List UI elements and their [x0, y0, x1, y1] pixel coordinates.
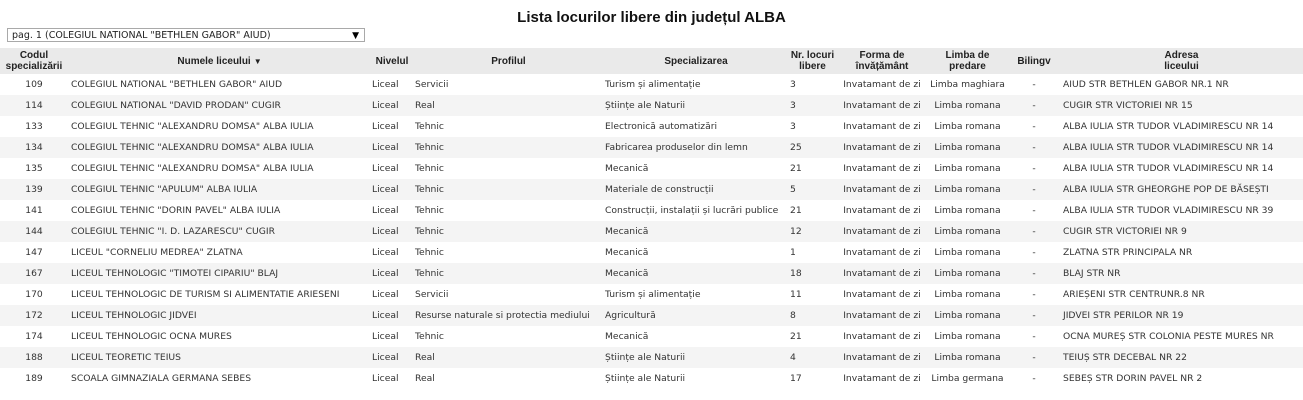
cell-adresa: AIUD STR BETHLEN GABOR NR.1 NR [1063, 79, 1229, 90]
cell-code: 133 [25, 121, 43, 132]
cell-nivel: Liceal [372, 79, 399, 90]
cell-adresa: ALBA IULIA STR GHEORGHE POP DE BĂSEȘTI [1060, 179, 1303, 200]
cell-limba: Limba romana [934, 205, 1001, 216]
page-select-dropdown[interactable] [7, 28, 365, 42]
cell-nr-locuri: 21 [790, 163, 802, 174]
cell-school-name: COLEGIUL NATIONAL "DAVID PRODAN" CUGIR [68, 95, 371, 116]
cell-specializare: Științe ale Naturii [604, 95, 788, 116]
cell-adresa: ARIEȘENI STR CENTRUNR.8 NR [1063, 289, 1205, 300]
cell-nivel: Liceal [371, 263, 413, 284]
cell-school-name: COLEGIUL TEHNIC "APULUM" ALBA IULIA [68, 179, 371, 200]
cell-profil: Real [413, 347, 604, 368]
cell-profil: Servicii [415, 289, 449, 300]
cell-bilingv: - [1032, 247, 1036, 258]
cell-specializare: Turism și alimentație [605, 79, 701, 90]
cell-nivel: Liceal [372, 205, 399, 216]
cell-bilingv: - [1032, 373, 1036, 384]
table-row [0, 284, 1303, 305]
cell-profil: Tehnic [415, 121, 444, 132]
cell-adresa: TEIUȘ STR DECEBAL NR 22 [1060, 347, 1303, 368]
cell-forma: Invatamant de zi [843, 247, 921, 258]
cell-school-name: LICEUL TEHNOLOGIC JIDVEI [68, 305, 371, 326]
cell-profil: Tehnic [415, 331, 444, 342]
header-nr[interactable]: Nr. locuri libere [788, 48, 837, 74]
cell-nivel: Liceal [371, 305, 413, 326]
cell-school-name: SCOALA GIMNAZIALA GERMANA SEBES [71, 373, 252, 384]
cell-code: 172 [0, 305, 68, 326]
cell-code: 109 [25, 79, 43, 90]
cell-school-name: COLEGIUL NATIONAL "BETHLEN GABOR" AIUD [71, 79, 283, 90]
cell-limba: Limba romana [927, 137, 1008, 158]
cell-specializare: Electronică automatizări [605, 121, 718, 132]
cell-nivel: Liceal [371, 137, 413, 158]
cell-specializare: Științe ale Naturii [605, 373, 686, 384]
header-limba[interactable]: Limba de predare [927, 48, 1008, 74]
cell-bilingv: - [1008, 221, 1060, 242]
header-nivel[interactable]: Nivelul [371, 48, 413, 74]
cell-nr-locuri: 17 [790, 373, 802, 384]
cell-forma: Invatamant de zi [843, 205, 921, 216]
cell-nivel: Liceal [372, 247, 399, 258]
cell-limba: Limba romana [927, 221, 1008, 242]
cell-adresa: SEBEȘ STR DORIN PAVEL NR 2 [1063, 373, 1203, 384]
cell-adresa: ALBA IULIA STR TUDOR VLADIMIRESCU NR 14 [1063, 163, 1274, 174]
cell-adresa: ZLATNA STR PRINCIPALA NR [1063, 247, 1193, 258]
cell-limba: Limba maghiara [930, 79, 1005, 90]
sort-down-icon: ▼ [253, 56, 262, 66]
cell-forma: Invatamant de zi [837, 263, 927, 284]
table-row [0, 263, 1303, 284]
cell-limba: Limba romana [934, 247, 1001, 258]
cell-adresa: JIDVEI STR PERILOR NR 19 [1060, 305, 1303, 326]
cell-school-name: COLEGIUL TEHNIC "ALEXANDRU DOMSA" ALBA IULIA [68, 137, 371, 158]
cell-bilingv: - [1032, 205, 1036, 216]
cell-bilingv: - [1008, 95, 1060, 116]
cell-limba: Limba romana [927, 95, 1008, 116]
cell-adresa: ALBA IULIA STR TUDOR VLADIMIRESCU NR 14 [1060, 137, 1303, 158]
header-forma[interactable]: Forma de învățământ [837, 48, 927, 74]
cell-school-name: COLEGIUL TEHNIC "ALEXANDRU DOMSA" ALBA IULIA [71, 163, 314, 174]
cell-nr-locuri: 25 [788, 137, 837, 158]
table-row [0, 200, 1303, 221]
table-row [0, 242, 1303, 263]
cell-limba: Limba romana [934, 163, 1001, 174]
cell-code: 134 [0, 137, 68, 158]
cell-specializare: Mecanică [605, 247, 649, 258]
table-row [0, 179, 1303, 200]
table-row [0, 116, 1303, 137]
cell-profil: Tehnic [415, 163, 444, 174]
cell-nivel: Liceal [371, 221, 413, 242]
cell-forma: Invatamant de zi [843, 121, 921, 132]
cell-school-name: LICEUL "CORNELIU MEDREA" ZLATNA [71, 247, 243, 258]
cell-adresa: OCNA MUREȘ STR COLONIA PESTE MURES NR [1063, 331, 1274, 342]
cell-profil: Real [415, 373, 435, 384]
cell-specializare: Mecanică [604, 263, 788, 284]
cell-forma: Invatamant de zi [837, 305, 927, 326]
cell-limba: Limba romana [927, 305, 1008, 326]
cell-nivel: Liceal [371, 95, 413, 116]
header-adresa[interactable]: Adresa liceului [1060, 48, 1303, 74]
cell-nr-locuri: 3 [790, 79, 796, 90]
cell-code: 141 [25, 205, 43, 216]
header-profil[interactable]: Profilul [413, 48, 604, 74]
cell-code: 139 [0, 179, 68, 200]
cell-profil: Tehnic [413, 179, 604, 200]
table-row [0, 158, 1303, 179]
cell-forma: Invatamant de zi [843, 289, 921, 300]
cell-nr-locuri: 21 [790, 331, 802, 342]
cell-nivel: Liceal [372, 331, 399, 342]
cell-profil: Tehnic [413, 263, 604, 284]
cell-bilingv: - [1008, 305, 1060, 326]
cell-bilingv: - [1008, 263, 1060, 284]
cell-code: 167 [0, 263, 68, 284]
table-row [0, 347, 1303, 368]
cell-forma: Invatamant de zi [843, 373, 921, 384]
cell-bilingv: - [1032, 121, 1036, 132]
table-row [0, 137, 1303, 158]
cell-nr-locuri: 12 [788, 221, 837, 242]
header-bilingv[interactable]: Bilingv [1008, 48, 1060, 74]
cell-nr-locuri: 4 [788, 347, 837, 368]
cell-school-name: LICEUL TEHNOLOGIC DE TURISM SI ALIMENTATIE ARIESENI [71, 289, 340, 300]
cell-code: 188 [0, 347, 68, 368]
cell-nivel: Liceal [372, 163, 399, 174]
header-name[interactable]: Numele liceului ▼ [68, 48, 371, 74]
cell-bilingv: - [1032, 79, 1036, 90]
cell-specializare: Agricultură [604, 305, 788, 326]
cell-code: 170 [25, 289, 43, 300]
cell-specializare: Mecanică [605, 331, 649, 342]
table-row [0, 95, 1303, 116]
cell-adresa: CUGIR STR VICTORIEI NR 9 [1060, 221, 1303, 242]
cell-bilingv: - [1032, 289, 1036, 300]
cell-code: 189 [25, 373, 43, 384]
cell-specializare: Științe ale Naturii [604, 347, 788, 368]
cell-forma: Invatamant de zi [843, 331, 921, 342]
cell-forma: Invatamant de zi [843, 163, 921, 174]
cell-forma: Invatamant de zi [837, 347, 927, 368]
cell-nr-locuri: 18 [788, 263, 837, 284]
cell-bilingv: - [1032, 163, 1036, 174]
cell-profil: Real [413, 95, 604, 116]
page-title: Lista locurilor libere din județul ALBA [517, 9, 786, 26]
cell-adresa: BLAJ STR NR [1060, 263, 1303, 284]
cell-school-name: COLEGIUL TEHNIC "ALEXANDRU DOMSA" ALBA IULIA [71, 121, 314, 132]
table-row [0, 368, 1303, 389]
cell-forma: Invatamant de zi [837, 179, 927, 200]
page-select-value: pag. 1 (COLEGIUL NATIONAL "BETHLEN GABOR" AIUD) [12, 30, 271, 41]
cell-nivel: Liceal [372, 121, 399, 132]
cell-limba: Limba germana [931, 373, 1004, 384]
cell-school-name: LICEUL TEHNOLOGIC "TIMOTEI CIPARIU" BLAJ [68, 263, 371, 284]
cell-limba: Limba romana [927, 179, 1008, 200]
cell-school-name: LICEUL TEORETIC TEIUS [68, 347, 371, 368]
cell-school-name: LICEUL TEHNOLOGIC OCNA MURES [71, 331, 232, 342]
cell-profil: Tehnic [415, 247, 444, 258]
table-row [0, 326, 1303, 347]
cell-code: 147 [25, 247, 43, 258]
cell-bilingv: - [1032, 331, 1036, 342]
cell-nivel: Liceal [371, 179, 413, 200]
cell-code: 144 [0, 221, 68, 242]
cell-code: 114 [0, 95, 68, 116]
cell-adresa: ALBA IULIA STR TUDOR VLADIMIRESCU NR 39 [1063, 205, 1274, 216]
cell-specializare: Materiale de construcții [604, 179, 788, 200]
table-row [0, 74, 1303, 95]
cell-nr-locuri: 5 [788, 179, 837, 200]
cell-bilingv: - [1008, 179, 1060, 200]
cell-school-name: COLEGIUL TEHNIC "DORIN PAVEL" ALBA IULIA [71, 205, 281, 216]
header-code[interactable]: Codul specializării [0, 48, 68, 74]
cell-profil: Resurse naturale si protectia mediului [413, 305, 604, 326]
cell-profil: Tehnic [415, 205, 444, 216]
table-header-row [0, 48, 1303, 74]
cell-specializare: Fabricarea produselor din lemn [604, 137, 788, 158]
cell-forma: Invatamant de zi [837, 221, 927, 242]
cell-bilingv: - [1008, 137, 1060, 158]
cell-adresa: ALBA IULIA STR TUDOR VLADIMIRESCU NR 14 [1063, 121, 1274, 132]
cell-specializare: Construcții, instalații și lucrări publice [605, 205, 779, 216]
cell-nr-locuri: 21 [790, 205, 802, 216]
cell-nr-locuri: 8 [788, 305, 837, 326]
table-row [0, 221, 1303, 242]
cell-profil: Tehnic [413, 221, 604, 242]
cell-nr-locuri: 3 [788, 95, 837, 116]
header-spec[interactable]: Specializarea [604, 48, 788, 74]
cell-profil: Servicii [415, 79, 449, 90]
schools-table [0, 48, 1303, 389]
cell-limba: Limba romana [934, 121, 1001, 132]
cell-limba: Limba romana [927, 263, 1008, 284]
cell-school-name: COLEGIUL TEHNIC "I. D. LAZARESCU" CUGIR [68, 221, 371, 242]
cell-forma: Invatamant de zi [837, 137, 927, 158]
cell-specializare: Mecanică [605, 163, 649, 174]
cell-nivel: Liceal [372, 289, 399, 300]
cell-forma: Invatamant de zi [837, 95, 927, 116]
cell-specializare: Mecanică [604, 221, 788, 242]
cell-nivel: Liceal [371, 347, 413, 368]
cell-code: 135 [25, 163, 43, 174]
cell-forma: Invatamant de zi [843, 79, 921, 90]
cell-nr-locuri: 1 [790, 247, 796, 258]
cell-nr-locuri: 11 [790, 289, 802, 300]
cell-limba: Limba romana [934, 331, 1001, 342]
cell-code: 174 [25, 331, 43, 342]
cell-limba: Limba romana [934, 289, 1001, 300]
chevron-down-icon: ▼ [352, 31, 359, 41]
table-row [0, 305, 1303, 326]
cell-bilingv: - [1008, 347, 1060, 368]
cell-specializare: Turism și alimentație [605, 289, 701, 300]
cell-nr-locuri: 3 [790, 121, 796, 132]
cell-nivel: Liceal [372, 373, 399, 384]
cell-limba: Limba romana [927, 347, 1008, 368]
cell-profil: Tehnic [413, 137, 604, 158]
cell-adresa: CUGIR STR VICTORIEI NR 15 [1060, 95, 1303, 116]
